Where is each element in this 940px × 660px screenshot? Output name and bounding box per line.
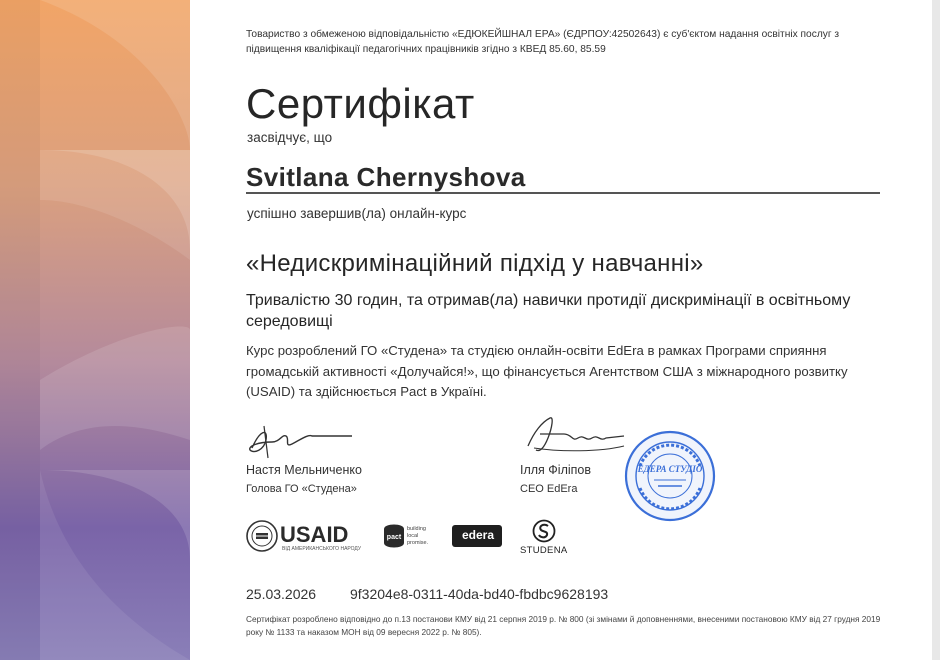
stamp-seal xyxy=(624,430,716,522)
studena-logo-text: STUDENA xyxy=(520,545,568,556)
certifies-text: засвідчує, що xyxy=(247,130,333,145)
usaid-seal-icon xyxy=(246,520,278,552)
edera-logo-text: edera xyxy=(462,528,495,542)
completed-text: успішно завершив(ла) онлайн-курс xyxy=(247,206,467,221)
decorative-left-band xyxy=(0,0,190,660)
usaid-logo-subtitle: ВІД АМЕРИКАНСЬКОГО НАРОДУ xyxy=(282,546,362,552)
legal-notice: Сертифікат розроблено відповідно до п.13 постанови КМУ від 21 серпня 2019 р. № 800 (зі змінами й доповненнями, внесеними постановою КМУ від 27 грудня 2019 року № 1133 та наказом МОН від 09 вересня 2022 р. № 805). xyxy=(246,614,881,637)
issue-date: 25.03.2026 xyxy=(246,586,317,602)
pact-logo xyxy=(382,521,406,551)
signer-role: CEO EdEra xyxy=(520,483,578,495)
recipient-underline xyxy=(246,192,880,194)
usaid-logo-text: USAID xyxy=(280,522,349,547)
stamp-text: ЕДЕРА СТУДІО xyxy=(637,464,703,474)
certificate-id: 9f3204e8-0311-40da-bd40-fbdbc9628193 xyxy=(350,586,609,602)
signature-melnychenko xyxy=(246,420,356,460)
pact-logo-text: pact xyxy=(386,534,402,541)
signer-name: Ілля Філіпов xyxy=(520,463,592,477)
organization-statement: Товариство з обмеженою відповідальністю «ЕДЮКЕЙШНАЛ ЕРА» (ЄДРПОУ:42502643) є суб'єктом надання освітніх послуг з підвищення кваліфікації педагогічних працівників згідно з КВЕД 85.60, 85.59 xyxy=(246,29,840,55)
page-edge xyxy=(932,0,940,660)
studena-logo-icon xyxy=(532,519,556,543)
certificate-title: Сертифікат xyxy=(246,80,475,127)
signer-name: Настя Мельниченко xyxy=(246,463,362,477)
pact-tagline: building local promise. xyxy=(407,526,429,546)
course-development-info: Курс розроблений ГО «Студена» та студією онлайн-освіти EdEra в рамках Програми сприяння громадській активності «Долучайся!», що фінансується Агентством США з міжнародного розвитку (USAID) та здійснюється Pact в Україні. xyxy=(246,343,848,399)
decorative-shapes xyxy=(0,0,190,660)
course-duration: Тривалістю 30 годин, та отримав(ла) навички протидії дискримінації в освітньому середовищі xyxy=(246,292,851,330)
recipient-name: Svitlana Chernyshova xyxy=(246,162,526,192)
signature-filipov xyxy=(520,412,630,458)
signer-role: Голова ГО «Студена» xyxy=(246,483,357,495)
course-title: «Недискримінаційний підхід у навчанні» xyxy=(246,250,704,277)
